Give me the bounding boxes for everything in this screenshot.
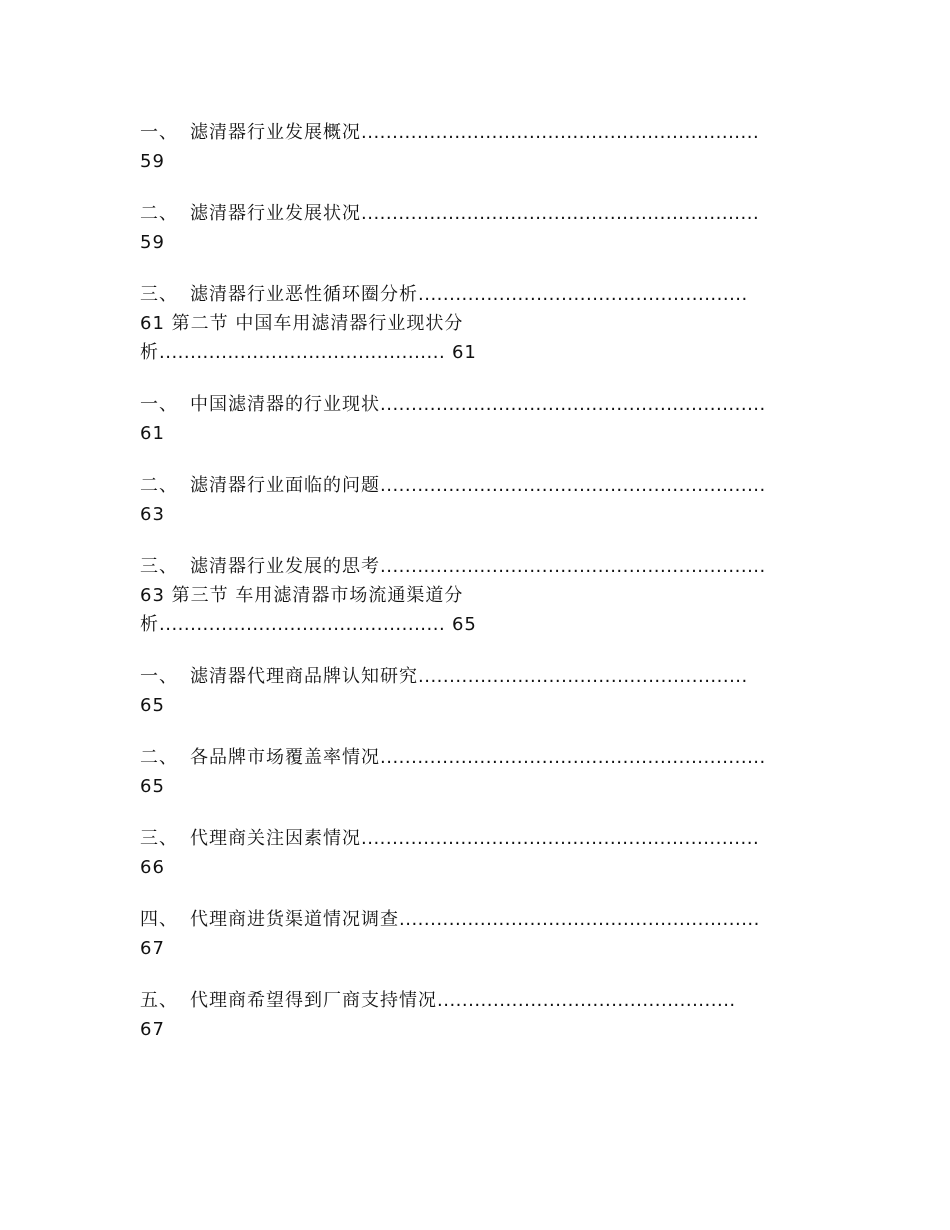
toc-entry-number: 三、: [140, 556, 178, 577]
toc-leader-dots: ..........................................................: [399, 909, 760, 930]
toc-entry-number: 一、: [140, 122, 178, 143]
toc-entry-title: 滤清器行业恶性循环圈分析: [190, 284, 418, 305]
toc-entry-page: 65: [140, 776, 165, 797]
toc-leader-dots: ................................................................: [361, 828, 760, 849]
toc-leader-dots: .....................................................: [418, 666, 748, 687]
toc-entry-number: 五、: [140, 990, 178, 1011]
toc-entry: [140, 743, 820, 801]
toc-entry-number: 三、: [140, 828, 178, 849]
toc-entry: [140, 905, 820, 963]
toc-entry-page: 66: [140, 857, 165, 878]
table-of-contents: [140, 118, 820, 1044]
toc-entry-title: 滤清器行业发展状况: [190, 203, 361, 224]
toc-page-and-section-heading: 61 第二节 中国车用滤清器行业现状分: [140, 313, 464, 334]
toc-entry: [140, 471, 820, 529]
toc-entry-page: 65: [140, 695, 165, 716]
toc-entry-page: 67: [140, 938, 165, 959]
toc-entry-number: 二、: [140, 747, 178, 768]
toc-entry-title: 中国滤清器的行业现状: [190, 394, 380, 415]
toc-entry-number: 一、: [140, 394, 178, 415]
toc-entry: [140, 280, 820, 367]
toc-leader-dots: ..............................................: [159, 342, 446, 363]
toc-entry-number: 一、: [140, 666, 178, 687]
toc-entry: [140, 390, 820, 448]
toc-entry-title: 代理商进货渠道情况调查: [190, 909, 399, 930]
toc-leader-dots: ................................................: [437, 990, 736, 1011]
toc-entry-title: 滤清器行业发展概况: [190, 122, 361, 143]
toc-leader-dots: ..............................................................: [380, 475, 766, 496]
toc-leader-dots: ..............................................................: [380, 747, 766, 768]
toc-entry-title: 各品牌市场覆盖率情况: [190, 747, 380, 768]
toc-section-page: 65: [451, 614, 477, 635]
toc-entry-page: 67: [140, 1019, 165, 1040]
toc-entry: [140, 662, 820, 720]
toc-entry-page: 59: [140, 232, 165, 253]
toc-page-and-section-heading: 63 第三节 车用滤清器市场流通渠道分: [140, 585, 464, 606]
toc-leader-dots: ..............................................: [159, 614, 446, 635]
toc-leader-dots: ................................................................: [361, 203, 760, 224]
toc-entry-number: 二、: [140, 475, 178, 496]
toc-section-heading-tail: 析: [140, 342, 159, 363]
toc-entry: [140, 824, 820, 882]
toc-entry-page: 61: [140, 423, 165, 444]
toc-entry-number: 三、: [140, 284, 178, 305]
toc-entry-page: 59: [140, 151, 165, 172]
toc-section-heading-tail: 析: [140, 614, 159, 635]
toc-entry-title: 滤清器行业发展的思考: [190, 556, 380, 577]
toc-entry: [140, 118, 820, 176]
toc-entry-title: 滤清器行业面临的问题: [190, 475, 380, 496]
toc-leader-dots: .....................................................: [418, 284, 748, 305]
toc-leader-dots: ................................................................: [361, 122, 760, 143]
toc-entry-number: 二、: [140, 203, 178, 224]
toc-section-page: 61: [451, 342, 477, 363]
toc-leader-dots: ..............................................................: [380, 556, 766, 577]
toc-entry: [140, 199, 820, 257]
toc-entry-title: 代理商关注因素情况: [190, 828, 361, 849]
toc-entry-title: 代理商希望得到厂商支持情况: [190, 990, 437, 1011]
toc-entry: [140, 986, 820, 1044]
toc-entry: [140, 552, 820, 639]
toc-leader-dots: ..............................................................: [380, 394, 766, 415]
toc-entry-number: 四、: [140, 909, 178, 930]
toc-entry-title: 滤清器代理商品牌认知研究: [190, 666, 418, 687]
toc-entry-page: 63: [140, 504, 165, 525]
